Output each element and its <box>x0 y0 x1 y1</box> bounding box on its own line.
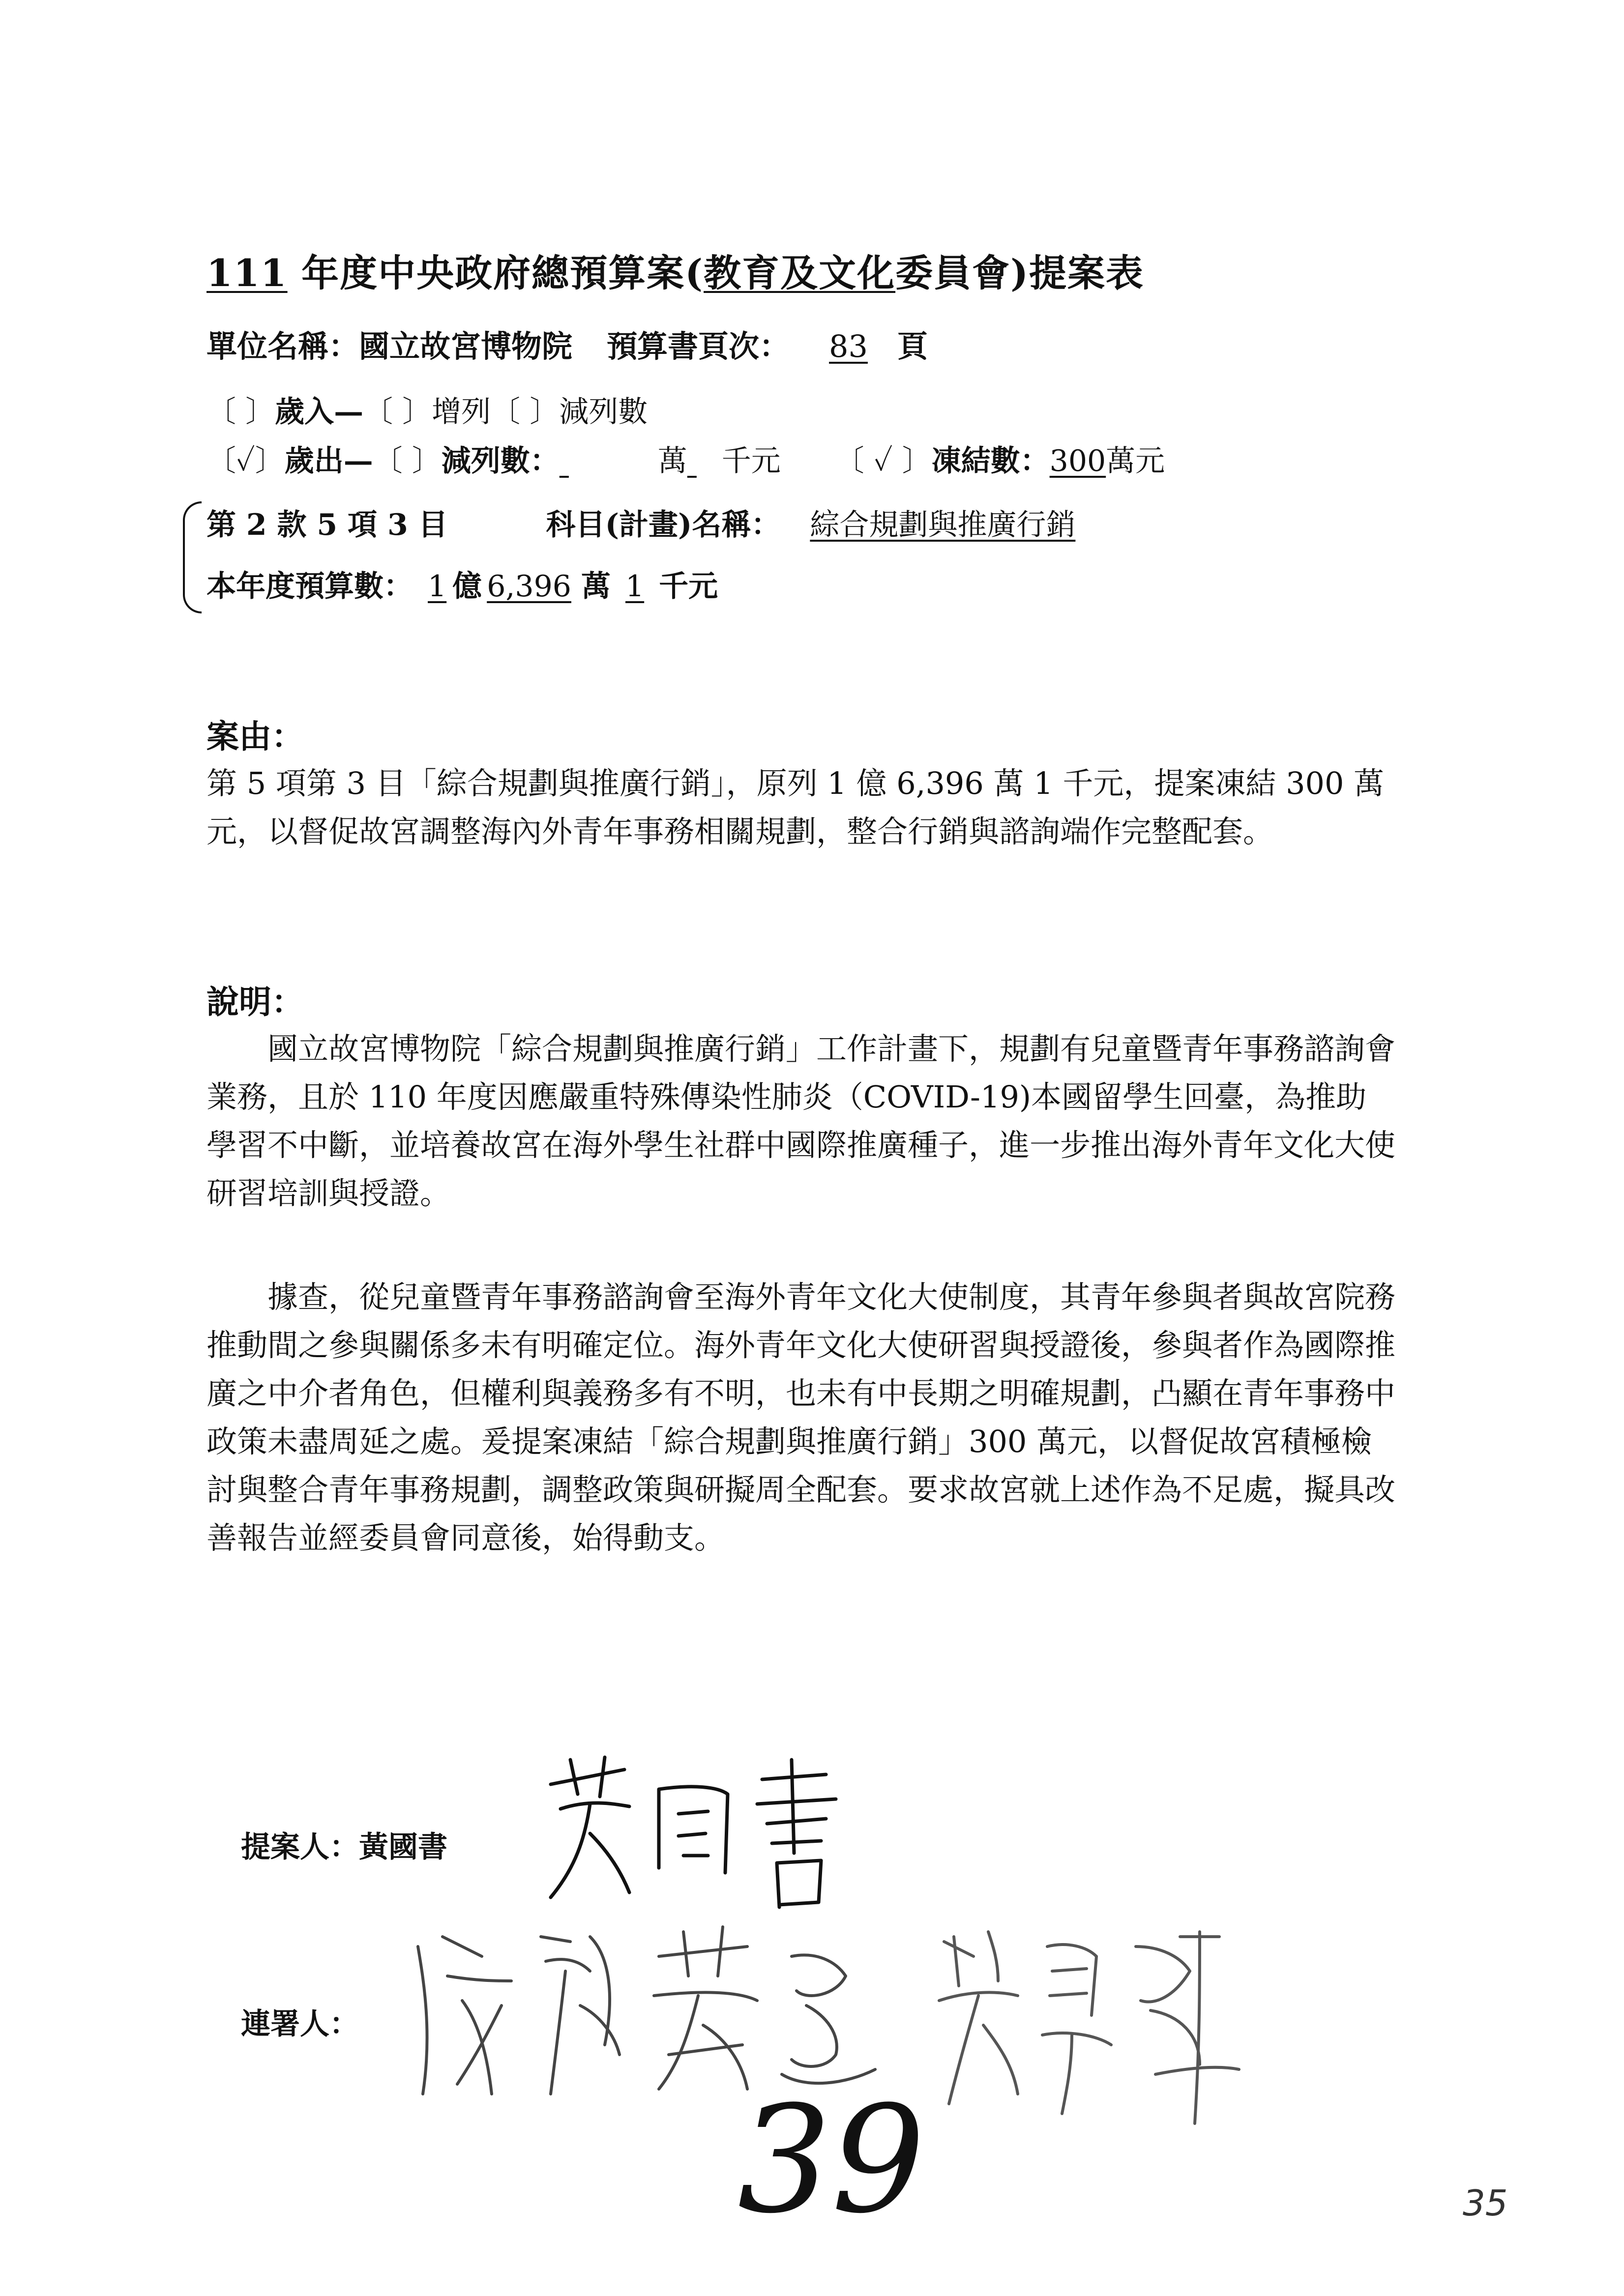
budget-page-unit: 頁 <box>897 328 928 364</box>
budget-wan-unit: 萬 <box>581 569 611 604</box>
expense-label: 歲出— <box>284 444 373 478</box>
item-bracket <box>183 501 202 613</box>
proposer-label: 提案人：黃國書 <box>241 1830 447 1864</box>
revenue-add: 〔 〕增列 <box>363 395 491 429</box>
blank-wan <box>560 444 658 478</box>
expense-line <box>207 437 1165 480</box>
revenue-line <box>207 388 648 431</box>
expense-reduce-label: 減列數： <box>441 444 560 478</box>
cosigner-label: 連署人： <box>241 2007 359 2041</box>
page-title <box>207 243 1144 297</box>
committee: 教育及文化 <box>704 251 896 295</box>
revenue-label: 歲入— <box>275 395 364 429</box>
subject-label: 科目(計畫)名稱： <box>546 508 781 542</box>
qian-unit: 千元 <box>721 444 781 478</box>
wan-unit: 萬 <box>657 444 687 478</box>
subject-value: 綜合規劃與推廣行銷 <box>810 508 1076 542</box>
title-part: 年度中央政府總預算案( <box>287 251 704 295</box>
explanation-heading: 說明： <box>207 983 304 1021</box>
expense-checkbox: 〔✓〕 <box>207 444 285 478</box>
budget-label: 本年度預算數： <box>207 569 413 604</box>
budget-yi-unit: 億 <box>452 569 482 604</box>
budget-qian-unit: 千元 <box>659 569 718 604</box>
budget-page-value: 83 <box>829 328 868 364</box>
expense-reduce-box: 〔 〕 <box>373 444 442 478</box>
freeze-label: 凍結數： <box>931 444 1050 478</box>
cosigner-signature-2 <box>924 1917 1278 2133</box>
budget-qian: 1 <box>625 569 645 604</box>
budget-page-label: 預算書頁次： <box>607 328 790 364</box>
item-line <box>207 501 1120 544</box>
blank-qian <box>687 444 722 478</box>
budget-wan: 6,396 <box>487 569 571 604</box>
explanation-para-2: 據查，從兒童暨青年事務諮詢會至海外青年文化大使制度，其青年參與者與故宮院務推動間之參與關係多未有明確定位。海外青年文化大使研習與授證後，參與者作為國際推廣之中介者角色，但權利與義務多有不明，也未有中長期之明確規劃，凸顯在青年事務中政策未盡周延之處。爰提案凍結「綜合規劃與推廣行銷」300 萬元，以督促故宮積極檢討與整合青年事務規劃，調整政策與研擬周全配套。要求故宮就上述作為不足處，擬具改善報告並經委員會同意後，始得動支。 <box>207 1279 1396 1556</box>
revenue-checkbox: 〔 〕 <box>207 395 275 429</box>
title-part: 委員會)提案表 <box>895 251 1145 295</box>
budget-yi: 1 <box>428 569 447 604</box>
reason-heading: 案由： <box>207 717 304 756</box>
handwritten-number: 39 <box>738 2074 925 2246</box>
unit-label: 單位名稱：國立故宮博物院 <box>207 328 573 364</box>
freeze-value: 300 <box>1049 444 1106 478</box>
freeze-checkbox: 〔 ✓ 〕 <box>834 444 932 478</box>
reason-text: 第 5 項第 3 目「綜合規劃與推廣行銷」，原列 1 億 6,396 萬 1 千元，提案凍結 300 萬元，以督促故宮調整海內外青年事務相關規劃，整合行銷與諮詢端作完整配套。 <box>207 765 1385 849</box>
unit-line <box>207 322 928 366</box>
corner-page-number: 35 <box>1463 2182 1508 2224</box>
year: 111 <box>207 251 288 295</box>
revenue-reduce: 〔 〕減列數 <box>491 395 648 429</box>
item-code: 第 2 款 5 項 3 目 <box>207 508 448 542</box>
explanation-para-1: 國立故宮博物院「綜合規劃與推廣行銷」工作計畫下，規劃有兒童暨青年事務諮詢會業務，且於 110 年度因應嚴重特殊傳染性肺炎（COVID-19)本國留學生回臺，為推助學習不中斷，並培養故宮在海外學生社群中國際推廣種子，進一步推出海外青年文化大使研習培訓與授證。 <box>207 1031 1396 1211</box>
budget-line <box>207 563 718 605</box>
proposer-signature <box>531 1750 851 1917</box>
freeze-unit: 萬元 <box>1106 444 1165 478</box>
